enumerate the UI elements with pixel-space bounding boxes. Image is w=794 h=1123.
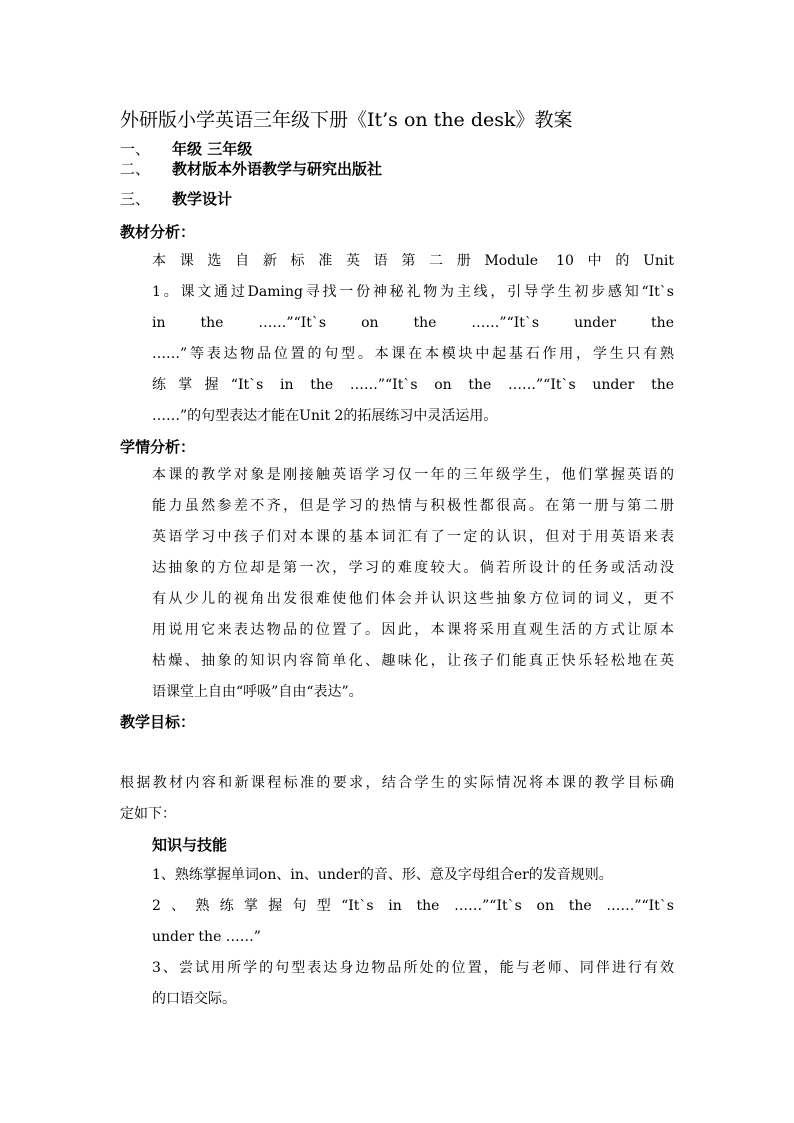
section-design: [120, 188, 232, 210]
paragraph-line: 根据教材内容和新课程标准的要求，结合学生的实际情况将本课的教学目标确: [120, 775, 674, 791]
goals-paragraph: [120, 768, 674, 830]
paragraph-line: in the ……”“It`s on the ……”“It`s under the: [152, 315, 674, 331]
section-text: 年级 三年级: [172, 140, 253, 158]
section-text: 教材版本外语教学与研究出版社: [172, 160, 383, 178]
paragraph-line: 能力虽然参差不齐，但是学习的热情与积极性都很高。在第一册与第二册: [152, 498, 674, 514]
paragraph-line: 定如下：: [120, 806, 176, 822]
section-number: 三、: [120, 190, 151, 208]
learner-heading: 学情分析：: [120, 438, 196, 456]
paragraph-line: 3、尝试用所学的句型表达身边物品所处的位置，能与老师、同伴进行有效: [152, 960, 674, 976]
paragraph-line: 本课选自新标准英语第二册Module 10中的Unit: [152, 253, 674, 269]
skills-paragraph: [152, 860, 674, 1015]
section-grade: [120, 138, 252, 160]
analysis-paragraph: [152, 246, 674, 432]
paragraph-line: 的口语交际。: [152, 991, 236, 1007]
paragraph-line: 本课的教学对象是刚接触英语学习仅一年的三年级学生，他们掌握英语的: [152, 467, 674, 483]
section-text: 教学设计: [172, 190, 233, 208]
document-title: 外研版小学英语三年级下册《It’s on the desk》教案: [120, 109, 573, 131]
analysis-heading: 教材分析：: [120, 223, 196, 241]
section-number: 一、: [120, 140, 151, 158]
paragraph-line: ……”的句型表达才能在Unit 2的拓展练习中灵活运用。: [152, 408, 498, 424]
learner-paragraph: [152, 460, 674, 708]
section-textbook: [120, 158, 382, 180]
paragraph-line: 2、熟练掌握句型“It`s in the ……”“It`s on the ……”“It`s: [152, 898, 674, 914]
paragraph-line: 1。课文通过Daming寻找一份神秘礼物为主线，引导学生初步感知“It`s: [152, 284, 674, 300]
paragraph-line: 达抽象的方位却是第一次，学习的难度较大。倘若所设计的任务或活动没: [152, 560, 674, 576]
paragraph-line: 练掌握“It`s in the ……”“It`s on the ……”“It`s under the: [152, 377, 674, 393]
section-number: 二、: [120, 160, 151, 178]
paragraph-line: 语课堂上自由“呼吸”自由“表达”。: [152, 684, 363, 700]
paragraph-line: 用说用它来表达物品的位置了。因此，本课将采用直观生活的方式让原本: [152, 622, 674, 638]
paragraph-line: 有从少儿的视角出发很难使他们体会并认识这些抽象方位词的词义，更不: [152, 591, 674, 607]
paragraph-line: 1、熟练掌握单词on、in、under的音、形、意及字母组合er的发音规则。: [152, 867, 613, 883]
skills-heading: 知识与技能: [152, 836, 228, 854]
paragraph-line: ……”等表达物品位置的句型。本课在本模块中起基石作用，学生只有熟: [152, 346, 674, 362]
paragraph-line: 枯燥、抽象的知识内容简单化、趣味化，让孩子们能真正快乐轻松地在英: [152, 653, 674, 669]
paragraph-line: under the ……”: [152, 929, 261, 945]
paragraph-line: 英语学习中孩子们对本课的基本词汇有了一定的认识，但对于用英语来表: [152, 529, 674, 545]
goals-heading: 教学目标：: [120, 713, 196, 731]
